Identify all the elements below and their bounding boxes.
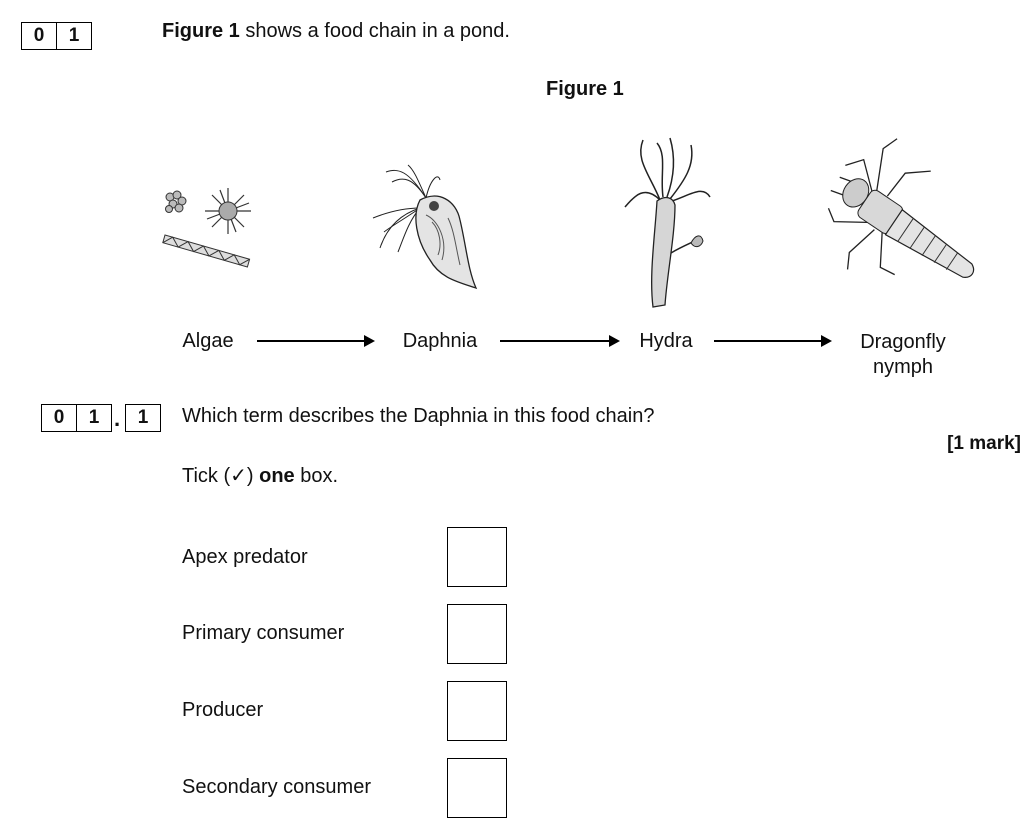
tick-instruction	[182, 463, 338, 488]
subquestion-part-box	[125, 404, 161, 432]
tick-box-primary-consumer[interactable]	[447, 604, 507, 664]
organism-label-dragonfly-nymph: Dragonfly nymph	[860, 331, 946, 378]
question-number-digit: 1	[56, 23, 91, 49]
option-label-producer: Producer	[182, 699, 264, 721]
intro-figure-ref: Figure 1	[162, 20, 240, 42]
arrow-head-icon	[364, 335, 375, 347]
tick-box-apex-predator[interactable]	[447, 527, 507, 587]
subquestion-text: Which term describes the Daphnia in this food chain?	[182, 405, 655, 427]
instruction-pre: Tick (✓)	[182, 465, 260, 487]
organism-label-hydra: Hydra	[639, 330, 693, 352]
intro-text: shows a food chain in a pond.	[239, 20, 510, 42]
hydra-illustration	[615, 135, 725, 320]
food-chain-arrow	[714, 334, 832, 348]
subquestion-separator: .	[114, 406, 121, 431]
option-label-secondary-consumer: Secondary consumer	[182, 776, 371, 798]
figure-title: Figure 1	[546, 78, 624, 100]
tick-box-secondary-consumer[interactable]	[447, 758, 507, 818]
arrow-head-icon	[821, 335, 832, 347]
food-chain-arrow	[500, 334, 620, 348]
dragonfly-nymph-illustration	[803, 150, 998, 300]
question-number-box	[21, 22, 92, 50]
food-chain-arrow	[257, 334, 375, 348]
arrow-head-icon	[609, 335, 620, 347]
option-label-apex-predator: Apex predator	[182, 546, 308, 568]
marks-label: [1 mark]	[947, 433, 1021, 454]
subquestion-number-digit: 0	[53, 407, 65, 428]
subquestion-number-digit: 1	[137, 407, 149, 428]
question-intro	[162, 20, 510, 43]
question-number-digit: 0	[33, 25, 45, 46]
algae-illustration	[160, 185, 260, 270]
tick-box-producer[interactable]	[447, 681, 507, 741]
subquestion-number-digit: 1	[76, 405, 111, 431]
option-label-primary-consumer: Primary consumer	[182, 622, 345, 644]
subquestion-number-box	[41, 404, 112, 432]
organism-label-daphnia: Daphnia	[402, 330, 478, 352]
instruction-post: box.	[294, 465, 339, 487]
organism-label-algae: Algae	[182, 330, 234, 352]
instruction-bold: one	[259, 465, 295, 487]
daphnia-illustration	[368, 160, 498, 290]
